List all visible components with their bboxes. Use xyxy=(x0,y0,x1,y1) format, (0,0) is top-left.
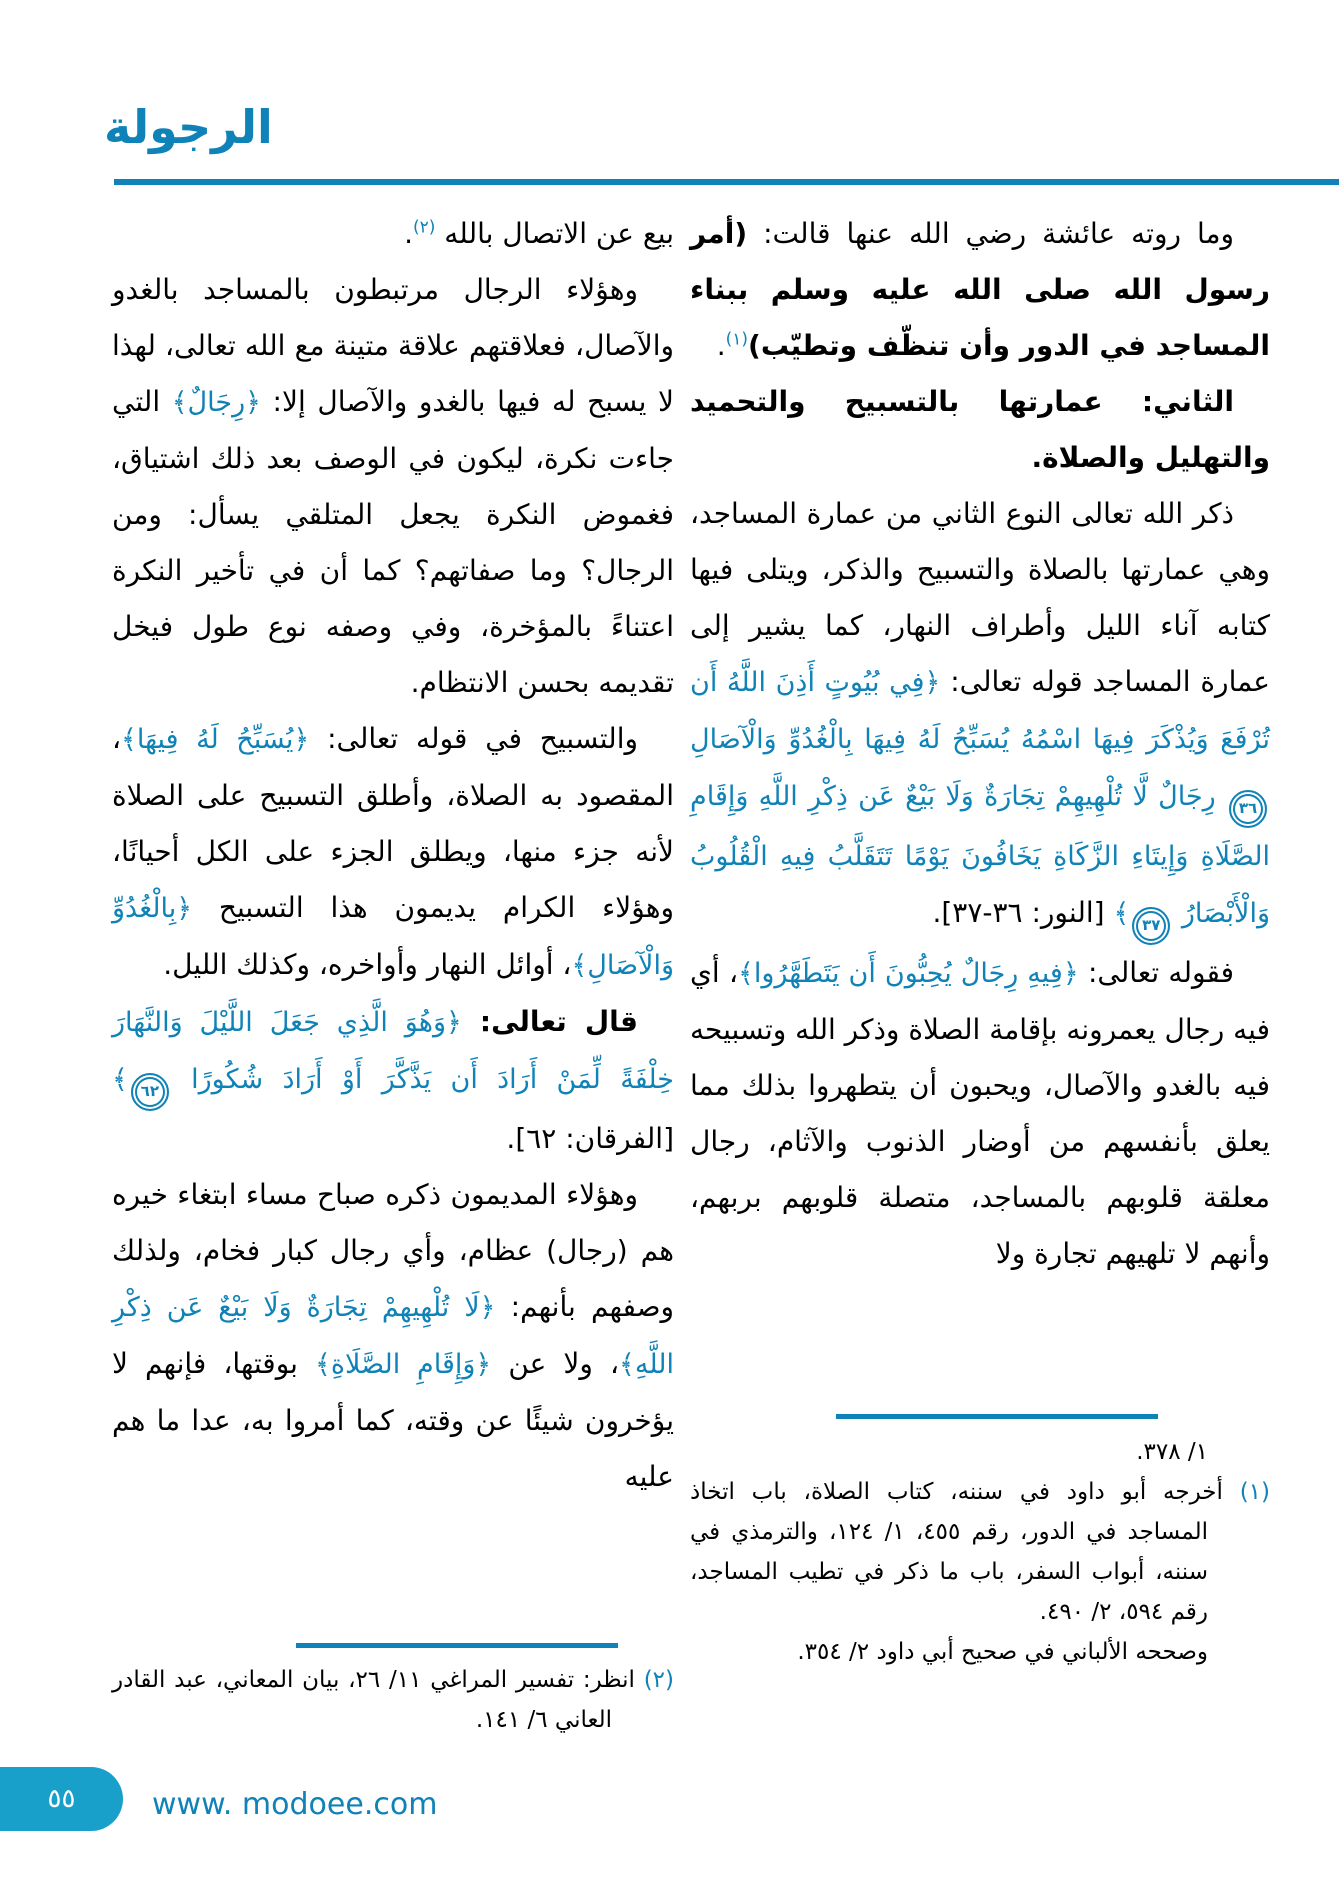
body-text: ، المقصود به الصلاة، وأطلق التسبيح على الصلاة لأنه جزء منها، ويطلق الجزء على الكل أحيانًا، وهؤلاء الكرام يديمون هذا التسبيح xyxy=(112,722,674,924)
quran-text: ﴿يُسَبِّحُ لَهُ فِيهَا﴾ xyxy=(121,724,310,755)
paragraph xyxy=(690,945,1270,1282)
footnote-ref-marker: (٢) xyxy=(412,217,436,238)
footnote-text: ١/ ٣٧٨. xyxy=(1136,1439,1208,1465)
body-text: وما روته عائشة رضي الله عنها قالت: xyxy=(747,217,1234,250)
footnote-separator-right xyxy=(836,1414,1158,1419)
body-text: فقوله تعالى: xyxy=(1078,956,1234,989)
paragraph xyxy=(690,486,1270,945)
verse-citation: [النور: ٣٦-٣٧]. xyxy=(932,896,1114,929)
ayah-number-badge: ٣٧ xyxy=(1132,907,1170,945)
body-text: ، ولا عن xyxy=(491,1347,620,1380)
website-url: www. modoee.com xyxy=(152,1787,438,1822)
body-text: وهؤلاء المديمون ذكره صباح مساء ابتغاء خيره هم (رجال) عظام، وأي رجال كبار فخام، ولذلك وصفهم بأنهم: xyxy=(112,1178,674,1323)
paragraph xyxy=(112,994,674,1167)
paragraph xyxy=(112,206,674,262)
body-text: بوقتها، فإنهم لا يؤخرون شيئًا عن وقته، كما أمروا به، عدا ما هم عليه xyxy=(112,1347,674,1493)
footnote xyxy=(112,1660,674,1740)
footnotes-left xyxy=(112,1660,674,1740)
emphasis-text: (أمر رسول الله صلى الله عليه وسلم ببناء المساجد في الدور وأن تنظّف وتطيّب) xyxy=(690,217,1270,362)
footnote-text: أخرجه أبو داود في سننه، كتاب الصلاة، باب اتخاذ المساجد في الدور، رقم ٤٥٥، ١/ ١٢٤، والترمذي في سننه، أبواب السفر، باب ما ذكر في تطيب المساجد، رقم ٥٩٤، ٢/ ٤٩٠. xyxy=(690,1479,1223,1625)
body-text: التي جاءت نكرة، ليكون في الوصف بعد ذلك اشتياق، فغموض النكرة يجعل المتلقي يسأل: ومن الرجال؟ وما صفاتهم؟ كما أن في تأخير النكرة اعتناءً بالمؤخرة، وفي وصفه نوع طول فيخل تقديمه بحسن الانتظام. xyxy=(112,385,674,699)
body-text: بيع عن الاتصال بالله xyxy=(435,217,674,250)
quran-text: ﴿فِي بُيُوتٍ أَذِنَ اللَّهُ أَن تُرْفَعَ وَيُذْكَرَ فِيهَا اسْمُهُ يُسَبِّحُ لَهُ فِيهَا بِالْغُدُوِّ وَالْآصَالِ xyxy=(690,667,1270,755)
body-text: ، أوائل النهار وأواخره، وكذلك الليل. xyxy=(163,948,572,981)
ayah-number-badge: ٦٢ xyxy=(131,1073,169,1111)
quran-text: ﴿رِجَالٌ﴾ xyxy=(171,387,261,418)
body-text: والتسبيح في قوله تعالى: xyxy=(309,722,638,755)
page-title: الرجولة xyxy=(104,100,273,154)
ayah-number-badge: ٣٦ xyxy=(1229,790,1267,828)
footnote xyxy=(690,1472,1270,1632)
footnote xyxy=(690,1632,1270,1672)
quran-text: ﴾ xyxy=(112,1064,128,1095)
quran-text: رِجَالٌ لَّا تُلْهِيهِمْ تِجَارَةٌ وَلَا بَيْعٌ عَن ذِكْرِ اللَّهِ وَإِقَامِ الصَّلَاةِ وَإِيتَاءِ الزَّكَاةِ يَخَافُونَ يَوْمًا تَتَقَلَّبُ فِيهِ الْقُلُوبُ وَالْأَبْصَارُ xyxy=(690,781,1270,929)
emphasis-text: قال تعالى: xyxy=(461,1005,638,1038)
quran-text: ﴿لَا تُلْهِيهِمْ تِجَارَةٌ وَلَا بَيْعٌ عَن ذِكْرِ اللَّهِ﴾ xyxy=(112,1292,674,1380)
quran-text: ﴿بِالْغُدُوِّ وَالْآصَالِ﴾ xyxy=(112,893,674,981)
footnote xyxy=(690,1432,1270,1472)
quran-text: ﴿وَهُوَ الَّذِي جَعَلَ اللَّيْلَ وَالنَّهَارَ خِلْفَةً لِّمَنْ أَرَادَ أَن يَذَّكَّرَ أَوْ أَرَادَ شُكُورًا xyxy=(112,1007,674,1095)
footnote-separator-left xyxy=(296,1643,618,1648)
footnote-ref-marker: (١) xyxy=(725,329,749,350)
paragraph xyxy=(112,262,674,711)
body-text: . xyxy=(716,329,726,362)
footnote-marker: (١) xyxy=(1239,1479,1271,1505)
paragraph xyxy=(112,711,674,994)
body-text: . xyxy=(404,217,413,250)
text-column-left xyxy=(112,206,674,1505)
text-column-right xyxy=(690,206,1270,1282)
paragraph xyxy=(112,1167,674,1505)
page-number-badge xyxy=(0,1767,123,1831)
page-number: ٥٥ xyxy=(47,1784,76,1814)
footnotes-right xyxy=(690,1432,1270,1672)
footnote-text: وصححه الألباني في صحيح أبي داود ٢/ ٣٥٤. xyxy=(797,1639,1208,1665)
quran-text: ﴿فِيهِ رِجَالٌ يُحِبُّونَ أَن يَتَطَهَّرُوا﴾ xyxy=(738,958,1079,989)
footnote-text: انظر: تفسير المراغي ١١/ ٢٦، بيان المعاني، عبد القادر العاني ٦/ ١٤١. xyxy=(112,1667,635,1733)
body-text: وهؤلاء الرجال مرتبطون بالمساجد بالغدو والآصال، فعلاقتهم علاقة متينة مع الله تعالى، لهذا لا يسبح له فيها بالغدو والآصال إلا: xyxy=(112,273,674,418)
paragraph xyxy=(690,374,1270,486)
verse-citation: [الفرقان: ٦٢]. xyxy=(506,1122,674,1155)
body-text: ذكر الله تعالى النوع الثاني من عمارة المساجد، وهي عمارتها بالصلاة والتسبيح والذكر، ويتلى فيها كتابه آناء الليل وأطراف النهار، كما يشير إلى عمارة المساجد قوله تعالى: xyxy=(690,497,1270,698)
footnote-marker: (٢) xyxy=(643,1667,675,1693)
quran-text: ﴾ xyxy=(1113,898,1130,929)
paragraph xyxy=(690,206,1270,374)
quran-text: ﴿وَإِقَامِ الصَّلَاةِ﴾ xyxy=(315,1349,492,1380)
body-text: ، أي فيه رجال يعمرونه بإقامة الصلاة وذكر الله وتسبيحه فيه بالغدو والآصال، ويحبون أن يتطهروا بذلك مما يعلق بأنفسهم من أوضار الذنوب والآثام، رجال معلقة قلوبهم بالمساجد، متصلة قلوبهم بربهم، وأنهم لا تلهيهم تجارة ولا xyxy=(690,956,1270,1270)
emphasis-text: الثاني: عمارتها بالتسبيح والتحميد والتهليل والصلاة. xyxy=(690,385,1270,474)
header-rule xyxy=(114,179,1339,185)
